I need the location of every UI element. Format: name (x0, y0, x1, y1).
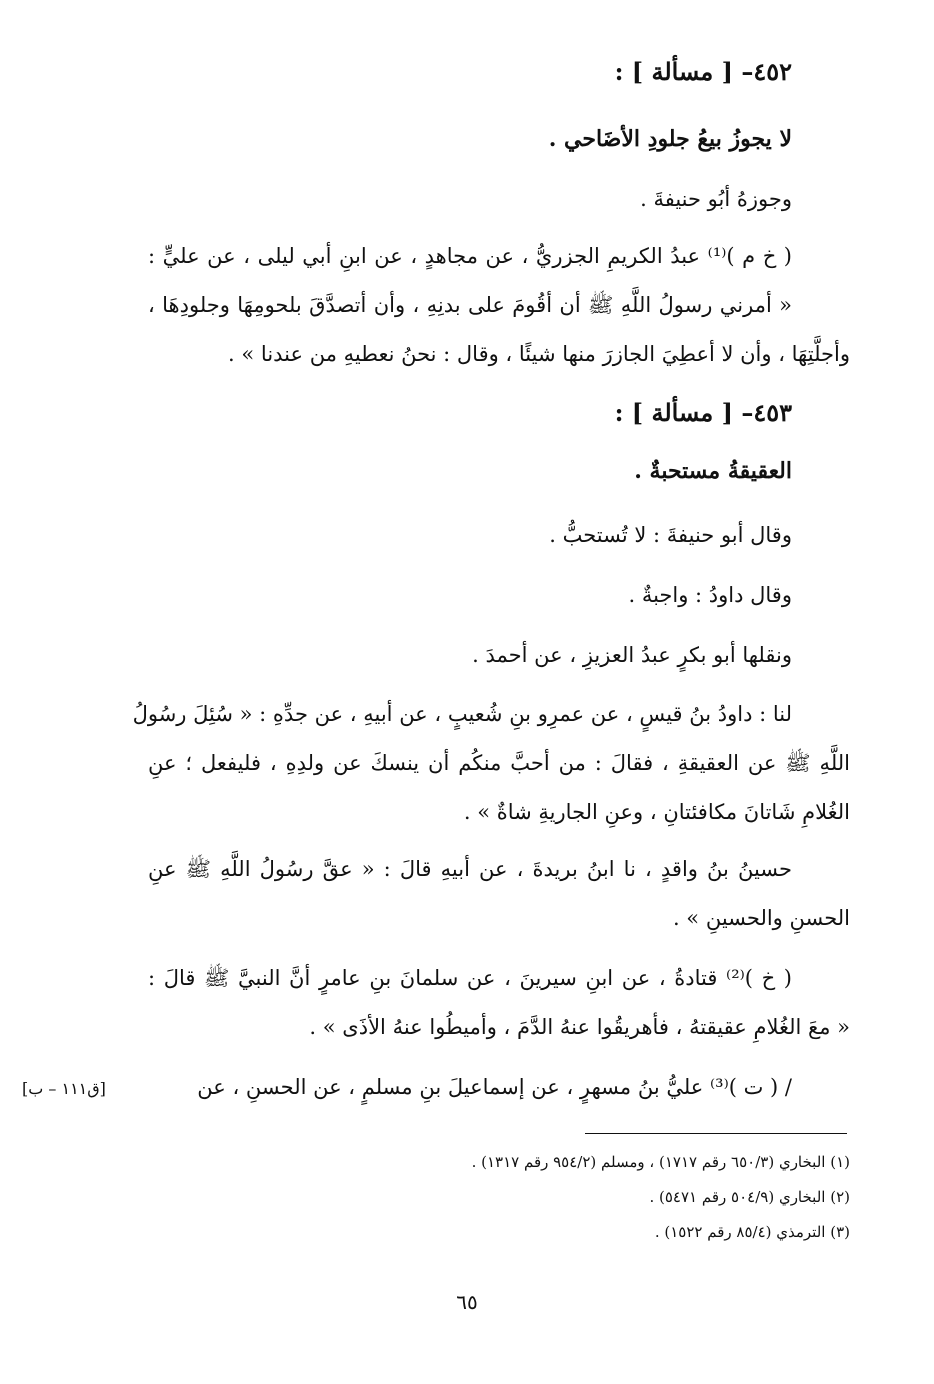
page-number: ٦٥ (456, 1290, 478, 1314)
issue-452-evidence-line: ( خ م )⁽¹⁾ عبدُ الكريمِ الجزريُّ ، عن مجاهدٍ ، عن ابنِ أبي ليلى ، عن عليٍّ : (148, 244, 792, 268)
issue-453-evidence-line: ( خ )⁽²⁾ قتادةُ ، عن ابنِ سيرينَ ، عن سلمانَ بنِ عامرٍ أنَّ النبيَّ ﷺ قالَ : (148, 966, 792, 990)
issue-453-evidence-line: اللَّهِ ﷺ عن العقيقةِ ، فقالَ : من أحبَّ منكُم أن ينسكَ عن ولدِهِ ، فليفعل ؛ عنِ (148, 751, 850, 775)
footnote: (٢) البخاري (٥٠٤/٩ رقم ٥٤٧١) . (649, 1188, 850, 1206)
issue-453-evidence-line: الحسنِ والحسينِ » . (672, 906, 850, 930)
issue-452-evidence-line: وأجلَّتِهَا ، وأن لا أعطِيَ الجازرَ منها شيئًا ، وقال : نحنُ نعطيهِ من عندنا » . (228, 342, 850, 366)
issue-453-evidence-line: حسينُ بنُ واقدٍ ، نا ابنُ بريدةَ ، عن أبيهِ قالَ : « عقَّ رسُولُ اللَّهِ ﷺ عنِ (148, 857, 792, 881)
issue-452-heading: ٤٥٢– [ مسألة ] : (614, 57, 792, 86)
footnote: (١) البخاري (٦٥٠/٣ رقم ١٧١٧) ، ومسلم (٩٥٤/٢ رقم ١٣١٧) . (471, 1153, 850, 1171)
issue-453-ruling: العقيقةُ مستحبةٌ . (634, 458, 792, 484)
manuscript-folio-reference: [ق١١١ – ب] (22, 1079, 106, 1098)
issue-453-evidence-line: الغُلامِ شَاتانَ مكافئتانِ ، وعنِ الجاريةِ شاةٌ » . (463, 800, 850, 824)
issue-453-opinion: وقال أبو حنيفةَ : لا تُستحبُّ . (549, 523, 792, 547)
issue-453-opinion: ونقلها أبو بكرٍ عبدُ العزيزِ ، عن أحمدَ . (472, 643, 792, 667)
issue-452-ruling: لا يجوزُ بيعُ جلودِ الأضَاحي . (548, 126, 792, 152)
issue-453-heading: ٤٥٣– [ مسألة ] : (614, 398, 792, 427)
footnote: (٣) الترمذي (٨٥/٤ رقم ١٥٢٢) . (654, 1223, 850, 1241)
issue-452-evidence-line: « أمرني رسولُ اللَّهِ ﷺ أن أقُومَ على بدنِهِ ، وأن أتصدَّقَ بلحومِهَا وجلودِهَا ، (148, 293, 792, 317)
footnote-separator (585, 1133, 847, 1134)
issue-453-evidence-line: / ( ت )⁽³⁾ عليُّ بنُ مسهرٍ ، عن إسماعيلَ بنِ مسلمٍ ، عن الحسنِ ، عن (197, 1075, 792, 1099)
issue-453-evidence-line: « معَ الغُلامِ عقيقتهُ ، فأهريقُوا عنهُ الدَّمَ ، وأميطُوا عنهُ الأذَى » . (309, 1015, 850, 1039)
issue-453-evidence-line: لنا : داودُ بنُ قيسٍ ، عن عمرِو بنِ شُعيبٍ ، عن أبيهِ ، عن جدِّهِ : « سُئِلَ رسُولُ (132, 702, 792, 726)
issue-453-opinion: وقال داودُ : واجبةٌ . (628, 583, 792, 607)
issue-452-opposing-view: وجوزهُ أبُو حنيفةَ . (640, 187, 792, 211)
